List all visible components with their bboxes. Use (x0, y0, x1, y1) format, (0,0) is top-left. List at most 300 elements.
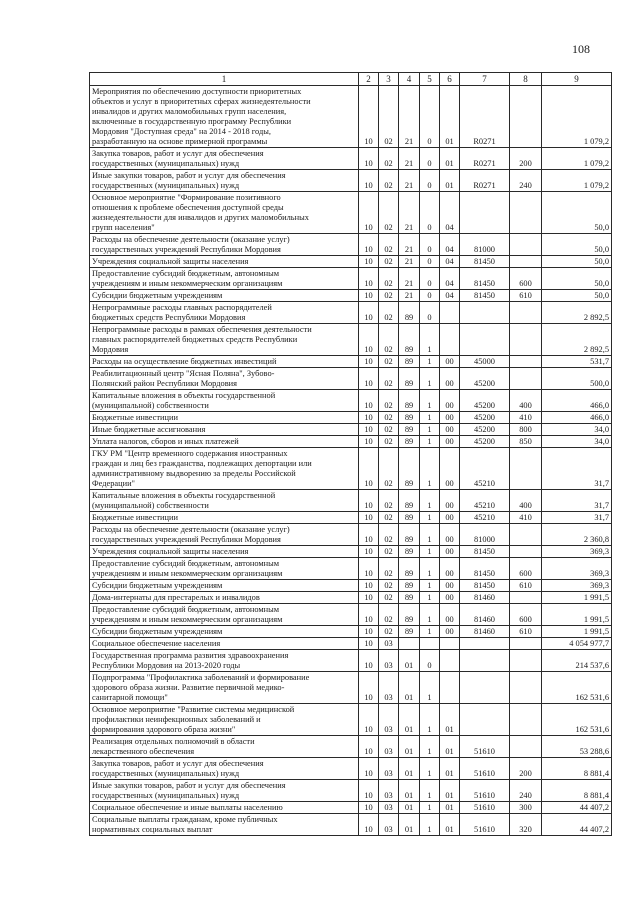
cell-napr: 81450 (460, 256, 510, 268)
cell-subprog: 0 (420, 192, 440, 234)
table-row (90, 268, 612, 290)
cell-napr (460, 672, 510, 704)
table-row (90, 170, 612, 192)
cell-rz: 10 (359, 412, 379, 424)
cell-subprog: 0 (420, 234, 440, 256)
cell-amount: 1 079,2 (542, 148, 612, 170)
cell-pr: 02 (379, 412, 399, 424)
row-name-line: Подпрограмма "Профилактика заболеваний и формирование (92, 673, 310, 682)
table-row (90, 802, 612, 814)
cell-meropr (440, 324, 460, 356)
cell-meropr: 00 (440, 604, 460, 626)
cell-napr (460, 638, 510, 650)
cell-vr (510, 448, 542, 490)
cell-napr: 81000 (460, 234, 510, 256)
row-name-line: Учреждения социальной защиты населения (92, 547, 249, 556)
table-row (90, 356, 612, 368)
row-name-line: Мордовия "Доступная среда" на 2014 - 2018 годы, (92, 127, 271, 136)
cell-napr: 45000 (460, 356, 510, 368)
cell-amount: 44 407,2 (542, 802, 612, 814)
table-row (90, 758, 612, 780)
cell-subprog: 1 (420, 626, 440, 638)
row-name-cell (90, 524, 359, 546)
cell-prog: 01 (399, 802, 420, 814)
cell-subprog: 0 (420, 650, 440, 672)
cell-subprog: 1 (420, 412, 440, 424)
cell-pr: 02 (379, 324, 399, 356)
row-name-cell (90, 512, 359, 524)
cell-vr: 200 (510, 148, 542, 170)
row-name-line: здорового образа жизни. Развитие первичной медико- (92, 683, 285, 692)
cell-napr: 81450 (460, 558, 510, 580)
cell-vr (510, 638, 542, 650)
cell-meropr (440, 650, 460, 672)
cell-pr: 02 (379, 170, 399, 192)
row-name-cell (90, 356, 359, 368)
cell-subprog: 1 (420, 490, 440, 512)
table-row (90, 448, 612, 490)
cell-pr: 03 (379, 672, 399, 704)
row-name-line: Непрограммные расходы главных распорядителей (92, 303, 272, 312)
cell-subprog: 1 (420, 436, 440, 448)
row-name-cell (90, 758, 359, 780)
row-name-line: государственных (муниципальных) нужд (92, 769, 240, 778)
cell-pr: 02 (379, 368, 399, 390)
cell-amount: 8 881,4 (542, 780, 612, 802)
row-name-line: Основное мероприятие "Развитие системы медицинской (92, 705, 295, 714)
row-name-line: административному выдворению за пределы Российской (92, 469, 296, 478)
table-row (90, 234, 612, 256)
cell-prog: 89 (399, 604, 420, 626)
cell-amount: 162 531,6 (542, 672, 612, 704)
cell-meropr: 01 (440, 802, 460, 814)
cell-pr: 02 (379, 604, 399, 626)
cell-prog: 89 (399, 558, 420, 580)
row-name-line: Расходы на обеспечение деятельности (оказание услуг) (92, 525, 290, 534)
cell-napr: 51610 (460, 780, 510, 802)
cell-vr (510, 546, 542, 558)
cell-napr: 81460 (460, 604, 510, 626)
row-name-line: Предоставление субсидий бюджетным, автономным (92, 559, 280, 568)
cell-subprog: 1 (420, 512, 440, 524)
cell-subprog: 1 (420, 704, 440, 736)
cell-prog: 01 (399, 780, 420, 802)
cell-subprog: 0 (420, 170, 440, 192)
cell-vr: 320 (510, 814, 542, 836)
row-name-cell (90, 580, 359, 592)
cell-prog: 89 (399, 324, 420, 356)
cell-prog: 89 (399, 412, 420, 424)
cell-prog: 89 (399, 626, 420, 638)
cell-prog: 89 (399, 524, 420, 546)
cell-meropr: 04 (440, 192, 460, 234)
cell-meropr: 00 (440, 356, 460, 368)
row-name-line: Республики Мордовия на 2013-2020 годы (92, 661, 241, 670)
cell-prog: 21 (399, 268, 420, 290)
cell-pr: 02 (379, 448, 399, 490)
row-name-line: (муниципальной) собственности (92, 401, 209, 410)
cell-subprog: 1 (420, 558, 440, 580)
cell-napr: 81460 (460, 626, 510, 638)
cell-amount: 162 531,6 (542, 704, 612, 736)
row-name-cell (90, 704, 359, 736)
cell-rz: 10 (359, 512, 379, 524)
table-row (90, 368, 612, 390)
row-name-line: Реабилитационный центр "Ясная Поляна", Зубово- (92, 369, 275, 378)
cell-vr (510, 356, 542, 368)
cell-vr (510, 736, 542, 758)
cell-rz: 10 (359, 192, 379, 234)
row-name-cell (90, 814, 359, 836)
cell-subprog: 1 (420, 736, 440, 758)
cell-amount: 466,0 (542, 390, 612, 412)
cell-meropr: 00 (440, 412, 460, 424)
row-name-line: групп населения" (92, 223, 155, 232)
cell-napr (460, 324, 510, 356)
row-name-line: государственных (муниципальных) нужд (92, 791, 240, 800)
cell-vr (510, 324, 542, 356)
cell-subprog: 0 (420, 302, 440, 324)
row-name-cell (90, 650, 359, 672)
cell-prog: 01 (399, 650, 420, 672)
row-name-cell (90, 412, 359, 424)
table-body (90, 86, 612, 836)
cell-amount: 50,0 (542, 256, 612, 268)
cell-rz: 10 (359, 604, 379, 626)
cell-napr: 81000 (460, 524, 510, 546)
cell-amount: 1 991,5 (542, 604, 612, 626)
cell-prog: 21 (399, 86, 420, 148)
cell-prog: 89 (399, 592, 420, 604)
cell-rz: 10 (359, 170, 379, 192)
cell-amount: 31,7 (542, 490, 612, 512)
cell-pr: 02 (379, 356, 399, 368)
cell-pr: 02 (379, 424, 399, 436)
cell-rz: 10 (359, 368, 379, 390)
cell-pr: 03 (379, 802, 399, 814)
cell-napr (460, 650, 510, 672)
cell-vr: 400 (510, 390, 542, 412)
cell-meropr: 00 (440, 424, 460, 436)
cell-pr: 02 (379, 234, 399, 256)
cell-vr: 850 (510, 436, 542, 448)
cell-rz: 10 (359, 268, 379, 290)
cell-amount: 369,3 (542, 546, 612, 558)
cell-prog: 89 (399, 356, 420, 368)
header-cell-3: 3 (379, 73, 399, 86)
cell-meropr: 00 (440, 580, 460, 592)
row-name-cell (90, 390, 359, 412)
header-cell-9: 9 (542, 73, 612, 86)
cell-vr (510, 302, 542, 324)
row-name-line: Основное мероприятие "Формирование позитивного (92, 193, 281, 202)
cell-prog: 89 (399, 580, 420, 592)
cell-rz: 10 (359, 626, 379, 638)
header-cell-1: 1 (90, 73, 359, 86)
row-name-cell (90, 780, 359, 802)
cell-subprog (420, 638, 440, 650)
cell-napr (460, 704, 510, 736)
cell-pr: 03 (379, 814, 399, 836)
cell-subprog: 1 (420, 780, 440, 802)
table-row (90, 626, 612, 638)
cell-pr: 02 (379, 290, 399, 302)
row-name-cell (90, 490, 359, 512)
cell-prog: 89 (399, 448, 420, 490)
cell-rz: 10 (359, 780, 379, 802)
row-name-line: граждан и лиц без гражданства, подлежащих депортации или (92, 459, 312, 468)
row-name-cell (90, 170, 359, 192)
row-name-line: нормативных социальных выплат (92, 825, 213, 834)
row-name-line: (муниципальной) собственности (92, 501, 209, 510)
table-row (90, 558, 612, 580)
cell-prog: 21 (399, 148, 420, 170)
cell-subprog: 1 (420, 802, 440, 814)
page-number: 108 (572, 42, 590, 56)
cell-meropr: 00 (440, 558, 460, 580)
cell-vr: 400 (510, 490, 542, 512)
row-name-line: учреждениям и иным некоммерческим организациям (92, 615, 283, 624)
table-row (90, 704, 612, 736)
cell-prog: 01 (399, 704, 420, 736)
table-row (90, 302, 612, 324)
cell-vr: 610 (510, 626, 542, 638)
cell-rz: 10 (359, 490, 379, 512)
row-name-line: Расходы на обеспечение деятельности (оказание услуг) (92, 235, 290, 244)
cell-pr: 02 (379, 626, 399, 638)
cell-meropr: 01 (440, 758, 460, 780)
cell-napr: 45200 (460, 390, 510, 412)
cell-meropr: 04 (440, 256, 460, 268)
cell-vr: 200 (510, 758, 542, 780)
cell-pr: 02 (379, 524, 399, 546)
cell-rz: 10 (359, 814, 379, 836)
cell-napr: R0271 (460, 86, 510, 148)
cell-prog: 21 (399, 290, 420, 302)
cell-napr: 45210 (460, 512, 510, 524)
cell-rz: 10 (359, 592, 379, 604)
cell-subprog: 1 (420, 580, 440, 592)
row-name-line: жизнедеятельности для инвалидов и других маломобильных (92, 213, 309, 222)
cell-prog: 89 (399, 368, 420, 390)
row-name-line: Мероприятия по обеспечению доступности приоритетных (92, 87, 302, 96)
cell-pr: 03 (379, 736, 399, 758)
cell-rz: 10 (359, 436, 379, 448)
cell-pr: 03 (379, 638, 399, 650)
cell-meropr (440, 672, 460, 704)
cell-amount: 500,0 (542, 368, 612, 390)
cell-vr: 610 (510, 580, 542, 592)
cell-meropr: 01 (440, 780, 460, 802)
cell-amount: 1 991,5 (542, 626, 612, 638)
cell-pr: 03 (379, 650, 399, 672)
row-name-line: отношения к проблеме обеспечения доступной среды (92, 203, 284, 212)
cell-napr: R0271 (460, 148, 510, 170)
cell-amount: 369,3 (542, 580, 612, 592)
row-name-line: Капитальные вложения в объекты государственной (92, 391, 276, 400)
cell-amount: 31,7 (542, 448, 612, 490)
cell-napr: 81450 (460, 546, 510, 558)
row-name-line: Реализация отдельных полномочий в области (92, 737, 255, 746)
cell-meropr: 00 (440, 512, 460, 524)
cell-rz: 10 (359, 148, 379, 170)
row-name-cell (90, 234, 359, 256)
row-name-line: Предоставление субсидий бюджетным, автономным (92, 605, 280, 614)
row-name-cell (90, 86, 359, 148)
cell-napr: 45200 (460, 412, 510, 424)
cell-prog (399, 638, 420, 650)
row-name-line: включенные в государственную программу Республики (92, 117, 292, 126)
cell-amount: 369,3 (542, 558, 612, 580)
row-name-line: Учреждения социальной защиты населения (92, 257, 249, 266)
row-name-line: разработанную на основе примерной программы (92, 137, 268, 146)
cell-vr (510, 672, 542, 704)
table-row (90, 524, 612, 546)
cell-vr: 410 (510, 412, 542, 424)
row-name-line: Субсидии бюджетным учреждениям (92, 581, 223, 590)
cell-rz: 10 (359, 802, 379, 814)
table-row (90, 650, 612, 672)
row-name-line: Субсидии бюджетным учреждениям (92, 291, 223, 300)
table-row (90, 490, 612, 512)
row-name-line: Социальное обеспечение населения (92, 639, 221, 648)
cell-napr: 45200 (460, 436, 510, 448)
table-row (90, 512, 612, 524)
cell-meropr: 01 (440, 148, 460, 170)
row-name-line: Иные закупки товаров, работ и услуг для обеспечения (92, 781, 286, 790)
cell-pr: 02 (379, 268, 399, 290)
cell-amount: 44 407,2 (542, 814, 612, 836)
header-cell-4: 4 (399, 73, 420, 86)
table-row (90, 580, 612, 592)
row-name-cell (90, 290, 359, 302)
row-name-cell (90, 256, 359, 268)
cell-rz: 10 (359, 758, 379, 780)
cell-vr: 240 (510, 780, 542, 802)
row-name-line: Уплата налогов, сборов и иных платежей (92, 437, 239, 446)
header-cell-2: 2 (359, 73, 379, 86)
table-row (90, 736, 612, 758)
row-name-line: ГКУ РМ "Центр временного содержания иностранных (92, 449, 288, 458)
row-name-cell (90, 192, 359, 234)
cell-prog: 89 (399, 390, 420, 412)
cell-subprog: 1 (420, 424, 440, 436)
cell-rz: 10 (359, 650, 379, 672)
cell-prog: 01 (399, 758, 420, 780)
cell-napr: 81450 (460, 290, 510, 302)
cell-meropr: 01 (440, 704, 460, 736)
cell-amount: 31,7 (542, 512, 612, 524)
cell-prog: 01 (399, 736, 420, 758)
cell-subprog: 1 (420, 758, 440, 780)
row-name-line: Дома-интернаты для престарелых и инвалидов (92, 593, 260, 602)
cell-amount: 50,0 (542, 290, 612, 302)
cell-pr: 02 (379, 512, 399, 524)
row-name-line: Бюджетные инвестиции (92, 413, 178, 422)
cell-meropr: 04 (440, 234, 460, 256)
cell-subprog: 0 (420, 268, 440, 290)
cell-napr: 51610 (460, 814, 510, 836)
row-name-line: учреждениям и иным некоммерческим организациям (92, 569, 283, 578)
row-name-line: формирования здорового образа жизни" (92, 725, 236, 734)
cell-prog: 21 (399, 170, 420, 192)
row-name-cell (90, 448, 359, 490)
cell-rz: 10 (359, 448, 379, 490)
cell-subprog: 0 (420, 86, 440, 148)
cell-prog: 21 (399, 192, 420, 234)
table-row (90, 604, 612, 626)
row-name-cell (90, 424, 359, 436)
cell-rz: 10 (359, 302, 379, 324)
cell-subprog: 1 (420, 592, 440, 604)
table-row (90, 290, 612, 302)
row-name-cell (90, 604, 359, 626)
row-name-cell (90, 148, 359, 170)
cell-subprog: 1 (420, 814, 440, 836)
cell-meropr: 01 (440, 736, 460, 758)
cell-amount: 34,0 (542, 424, 612, 436)
cell-subprog: 0 (420, 148, 440, 170)
cell-subprog: 1 (420, 546, 440, 558)
table-row (90, 592, 612, 604)
cell-pr: 03 (379, 704, 399, 736)
table-row (90, 814, 612, 836)
row-name-line: государственных учреждений Республики Мордовия (92, 535, 281, 544)
cell-pr: 02 (379, 86, 399, 148)
row-name-line: Капитальные вложения в объекты государственной (92, 491, 276, 500)
cell-napr: 51610 (460, 736, 510, 758)
cell-napr: R0271 (460, 170, 510, 192)
header-cell-8: 8 (510, 73, 542, 86)
cell-vr (510, 86, 542, 148)
row-name-line: профилактики неинфекционных заболеваний и (92, 715, 261, 724)
table-row (90, 192, 612, 234)
row-name-line: Иные закупки товаров, работ и услуг для обеспечения (92, 171, 286, 180)
cell-prog: 89 (399, 424, 420, 436)
row-name-line: объектов и услуг в приоритетных сферах жизнедеятельности (92, 97, 311, 106)
cell-rz: 10 (359, 234, 379, 256)
cell-vr: 800 (510, 424, 542, 436)
cell-pr: 03 (379, 780, 399, 802)
table-row (90, 412, 612, 424)
cell-rz: 10 (359, 672, 379, 704)
cell-amount: 50,0 (542, 234, 612, 256)
cell-prog: 89 (399, 546, 420, 558)
header-cell-5: 5 (420, 73, 440, 86)
row-name-line: санитарной помощи" (92, 693, 168, 702)
cell-meropr: 04 (440, 268, 460, 290)
cell-meropr: 00 (440, 368, 460, 390)
cell-vr: 240 (510, 170, 542, 192)
row-name-line: Закупка товаров, работ и услуг для обеспечения (92, 149, 264, 158)
header-cell-7: 7 (460, 73, 510, 86)
table-row (90, 672, 612, 704)
row-name-line: Закупка товаров, работ и услуг для обеспечения (92, 759, 264, 768)
header-row (90, 73, 612, 86)
cell-subprog: 1 (420, 672, 440, 704)
cell-meropr: 00 (440, 626, 460, 638)
cell-subprog: 1 (420, 368, 440, 390)
cell-rz: 10 (359, 86, 379, 148)
row-name-cell (90, 672, 359, 704)
cell-prog: 89 (399, 490, 420, 512)
cell-vr (510, 592, 542, 604)
budget-table (89, 72, 612, 836)
cell-rz: 10 (359, 390, 379, 412)
row-name-cell (90, 436, 359, 448)
table-row (90, 324, 612, 356)
cell-rz: 10 (359, 256, 379, 268)
